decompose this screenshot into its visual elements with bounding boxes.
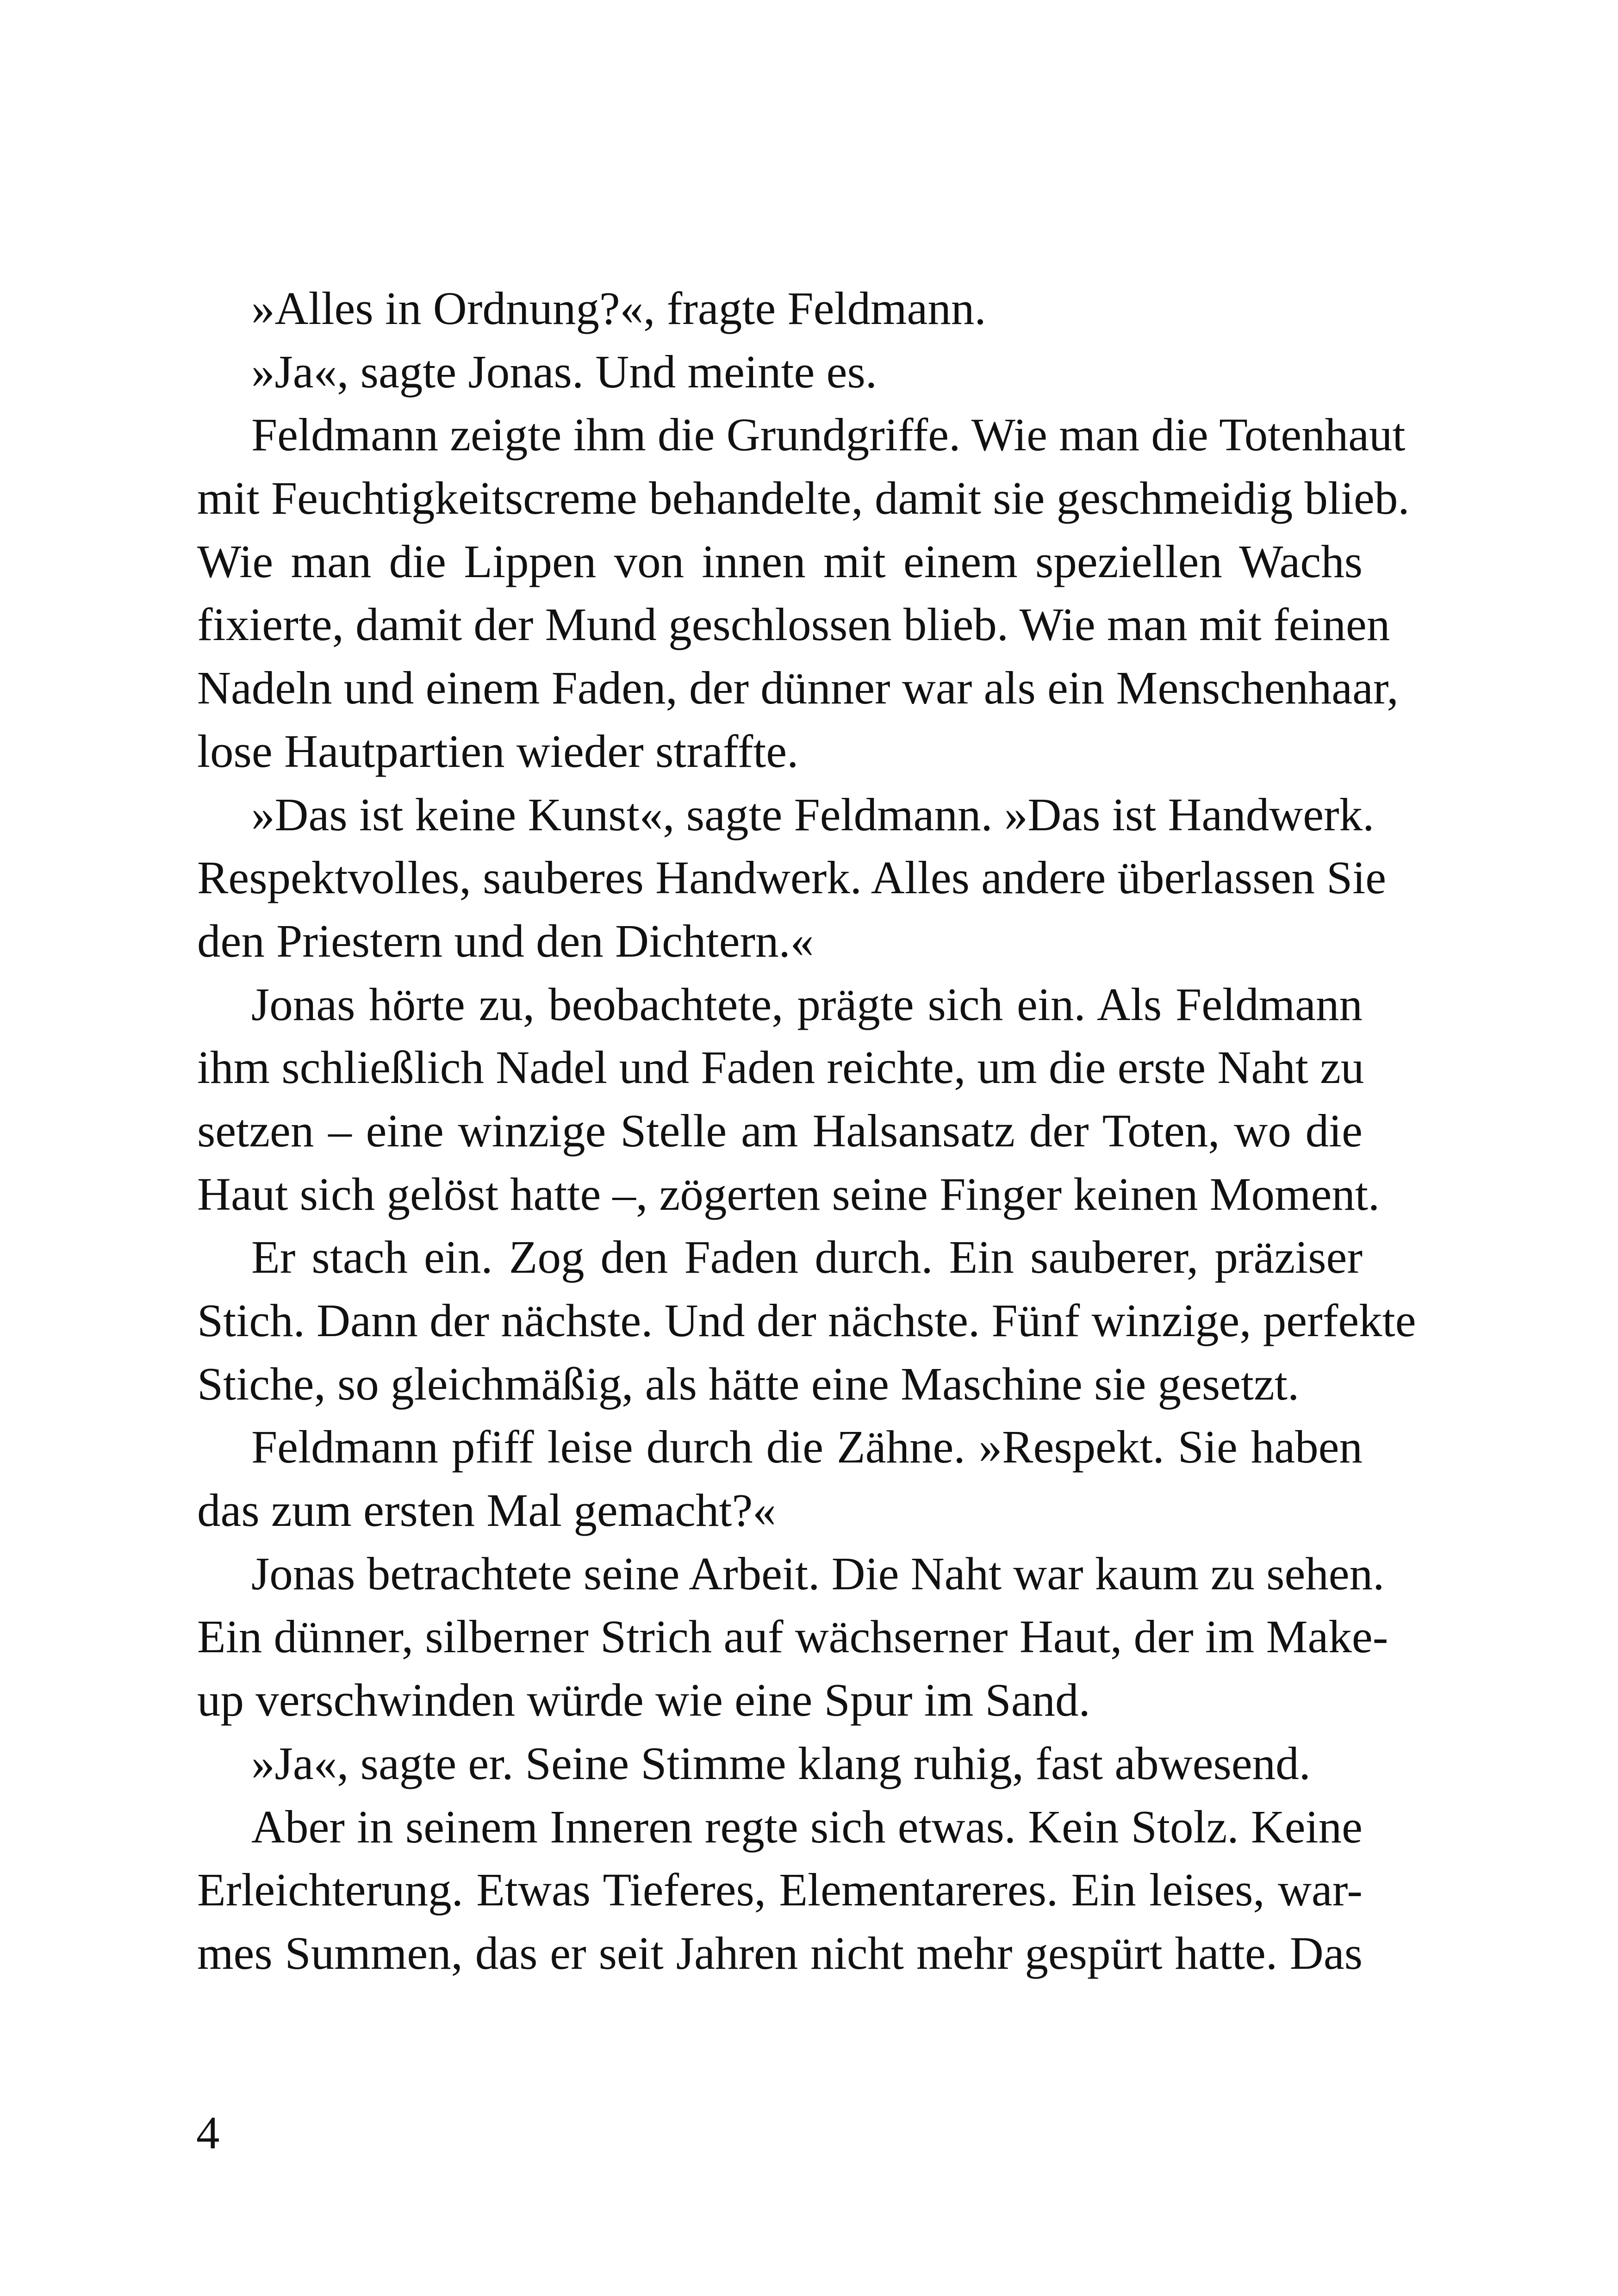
page-number: 4	[196, 2107, 220, 2159]
text-line: Ein dünner, silberner Strich auf wächserner Haut, der im Make-	[197, 1611, 1388, 1663]
paragraph	[197, 1732, 1363, 1795]
text-line: mit Feuchtigkeitscreme behandelte, damit sie geschmeidig blieb.	[197, 472, 1410, 524]
text-line: setzen – eine winzige Stelle am Halsansatz der Toten, wo die	[197, 1104, 1363, 1157]
paragraph	[197, 783, 1387, 973]
paragraph	[197, 277, 1363, 340]
text-line: Feldmann zeigte ihm die Grundgriffe. Wie man die Totenhaut	[251, 409, 1406, 461]
text-line: Jonas hörte zu, beobachtete, prägte sich ein. Als Feldmann	[251, 978, 1363, 1030]
text-line: mes Summen, das er seit Jahren nicht mehr gespürt hatte. Das	[197, 1927, 1363, 1979]
text-line: fixierte, damit der Mund geschlossen blieb. Wie man mit feinen	[197, 598, 1390, 651]
paragraph	[197, 1226, 1416, 1415]
text-line: Haut sich gelöst hatte –, zögerten seine Finger keinen Moment.	[197, 1168, 1380, 1220]
text-line: »Ja«, sagte Jonas. Und meinte es.	[251, 345, 877, 398]
text-line: Stich. Dann der nächste. Und der nächste. Fünf winzige, perfekte	[197, 1294, 1416, 1346]
body-text	[197, 277, 1416, 1985]
text-line: »Das ist keine Kunst«, sagte Feldmann. »Das ist Handwerk.	[251, 788, 1375, 840]
paragraph	[197, 340, 1363, 404]
text-line: Erleichterung. Etwas Tieferes, Elementareres. Ein leises, war-	[197, 1864, 1363, 1916]
paragraph	[197, 973, 1380, 1226]
text-line: Feldmann pfiff leise durch die Zähne. »Respekt. Sie haben	[251, 1421, 1363, 1473]
paragraph	[197, 1542, 1388, 1732]
text-line: Respektvolles, sauberes Handwerk. Alles andere überlassen Sie	[197, 852, 1387, 904]
text-line: das zum ersten Mal gemacht?«	[197, 1484, 776, 1537]
text-line: Aber in seinem Inneren regte sich etwas. Kein Stolz. Keine	[251, 1800, 1363, 1853]
text-line: »Ja«, sagte er. Seine Stimme klang ruhig, fast abwesend.	[251, 1737, 1311, 1789]
text-line: Nadeln und einem Faden, der dünner war als ein Menschenhaar,	[197, 662, 1399, 714]
text-line: »Alles in Ordnung?«, fragte Feldmann.	[251, 282, 986, 334]
text-line: lose Hautpartien wieder straffte.	[197, 725, 799, 777]
text-line: Wie man die Lippen von innen mit einem speziellen Wachs	[197, 535, 1363, 587]
paragraph	[197, 1795, 1363, 1985]
paragraph	[197, 1415, 1363, 1542]
text-line: Jonas betrachtete seine Arbeit. Die Naht war kaum zu sehen.	[251, 1547, 1385, 1599]
text-line: ihm schließlich Nadel und Faden reichte, um die erste Naht zu	[197, 1041, 1364, 1094]
paragraph	[197, 403, 1410, 783]
text-line: up verschwinden würde wie eine Spur im Sand.	[197, 1674, 1090, 1726]
text-line: Er stach ein. Zog den Faden durch. Ein sauberer, präziser	[251, 1231, 1363, 1283]
text-line: Stiche, so gleichmäßig, als hätte eine Maschine sie gesetzt.	[197, 1357, 1300, 1410]
text-line: den Priestern und den Dichtern.«	[197, 915, 814, 967]
